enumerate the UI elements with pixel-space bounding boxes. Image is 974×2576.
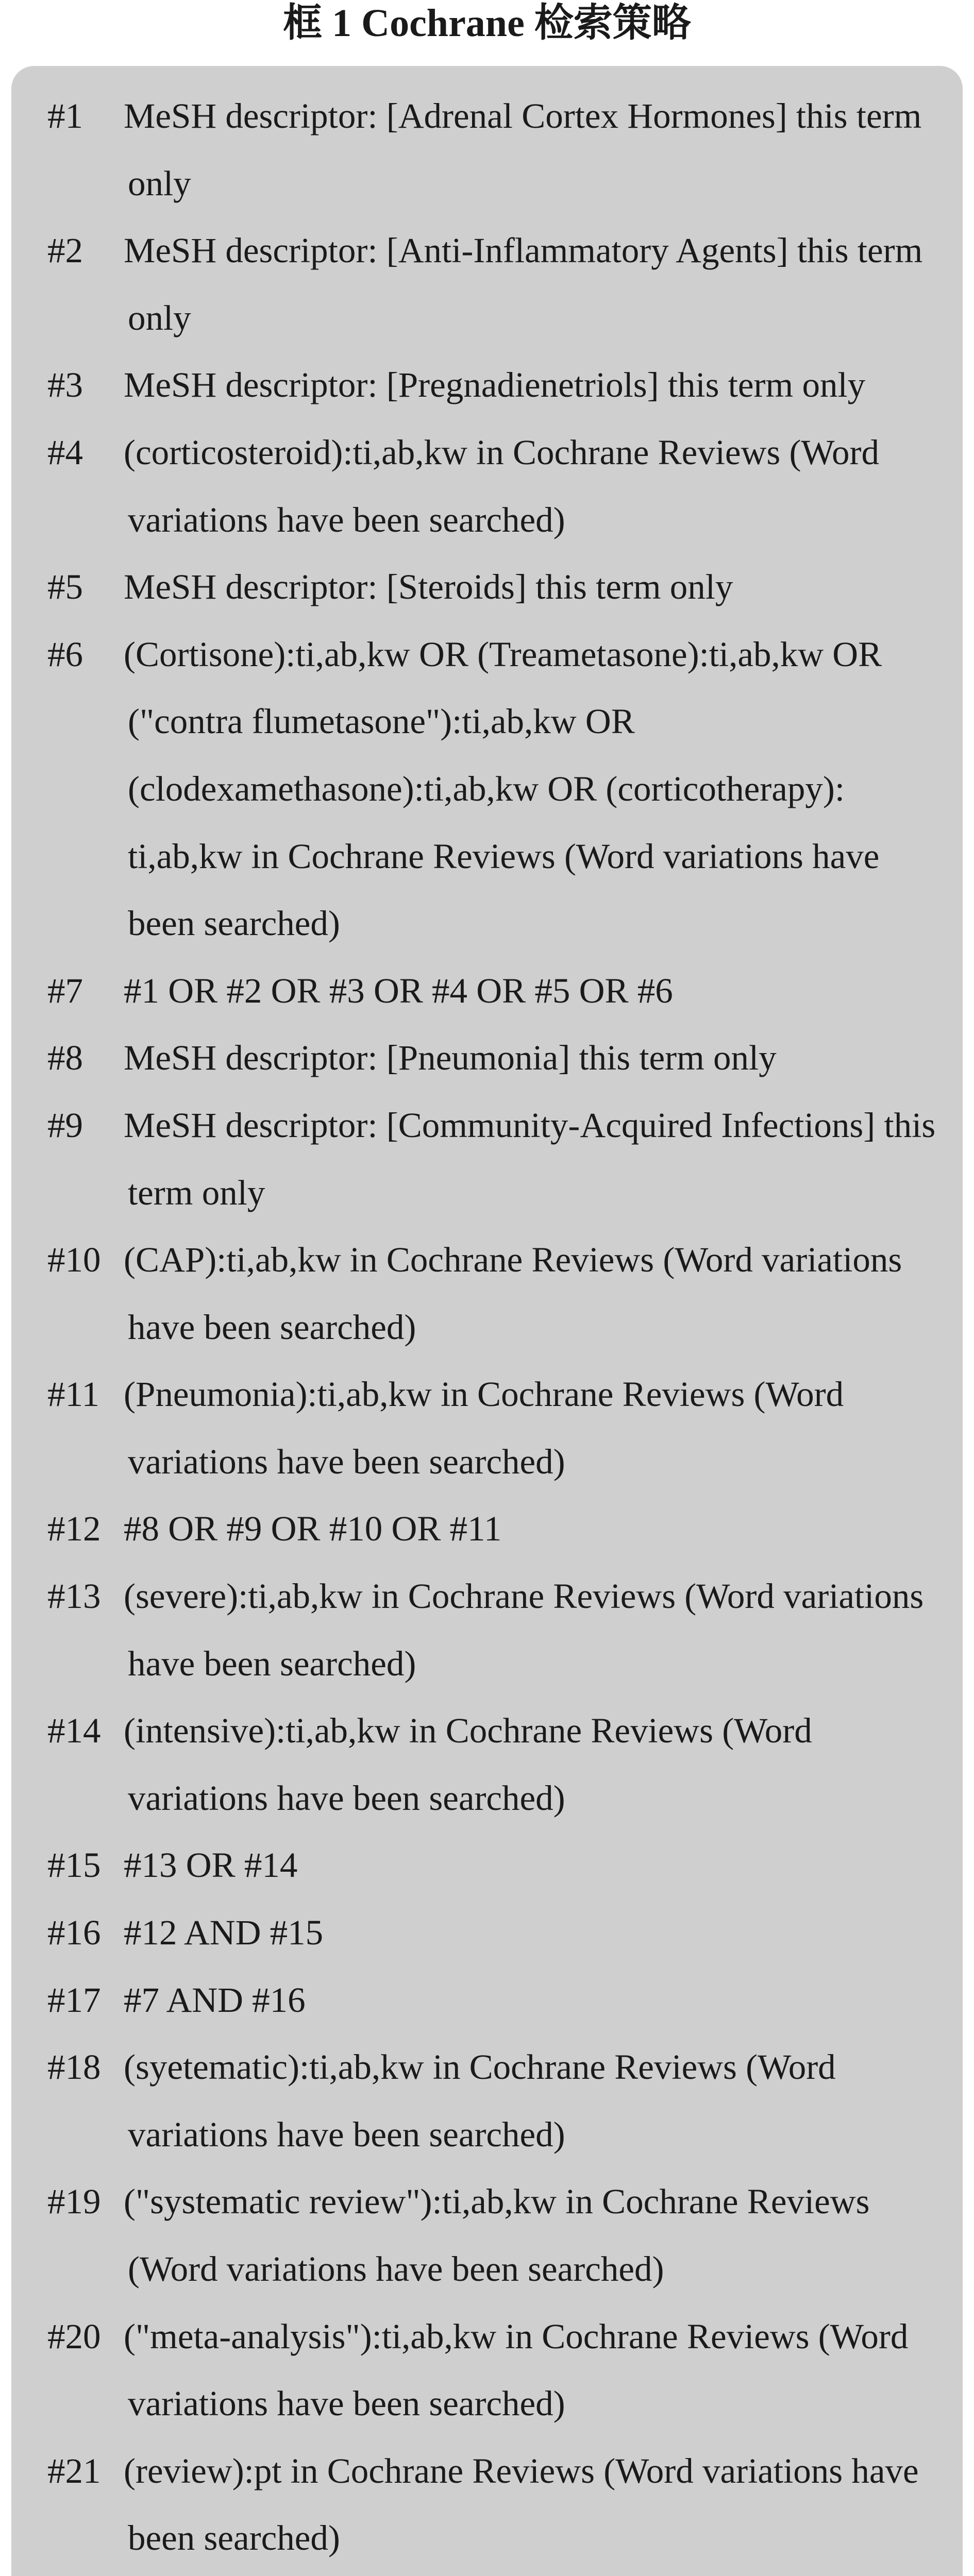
entry-query: #7 AND #16 <box>124 1980 306 2020</box>
entry-number: #16 <box>47 1913 101 1953</box>
search-entry <box>11 217 963 351</box>
entry-number: #1 <box>47 96 83 135</box>
entry-number: #13 <box>47 1577 101 1616</box>
search-entry <box>11 1832 963 1899</box>
entry-number: #6 <box>47 634 83 674</box>
search-entry <box>11 1226 963 1361</box>
entry-query: MeSH descriptor: [Adrenal Cortex Hormones] this term only <box>124 96 922 203</box>
entry-number: #8 <box>47 1038 83 1078</box>
search-entry <box>11 1697 963 1832</box>
entry-number: #15 <box>47 1845 101 1885</box>
search-entry <box>11 2033 963 2168</box>
entry-query: #12 AND #15 <box>124 1913 324 1953</box>
search-entry <box>11 1899 963 1967</box>
entry-query: (review):pt in Cochrane Reviews (Word variations have been searched) <box>124 2451 919 2558</box>
entry-number: #20 <box>47 2316 101 2356</box>
entry-number <box>47 2572 101 2576</box>
entry-query: (Pneumonia):ti,ab,kw in Cochrane Reviews (Word variations have been searched) <box>124 1375 844 1481</box>
search-entry <box>11 1361 963 1495</box>
search-entry <box>11 2437 963 2572</box>
entry-number: #9 <box>47 1105 83 1145</box>
entry-number: #18 <box>47 2047 101 2087</box>
entry-query: #1 OR #2 OR #3 OR #4 OR #5 OR #6 <box>124 971 673 1010</box>
search-entry <box>11 2303 963 2437</box>
search-entry <box>11 419 963 553</box>
entry-query: MeSH descriptor: [Community-Acquired Infections] this term only <box>124 1105 936 1212</box>
entry-query: MeSH descriptor: [Steroids] this term only <box>124 567 733 607</box>
entry-query: (intensive):ti,ab,kw in Cochrane Reviews (Word variations have been searched) <box>124 1711 812 1818</box>
entry-query: #8 OR #9 OR #10 OR #11 <box>124 1509 502 1549</box>
entry-query <box>124 2572 942 2576</box>
entry-number: #5 <box>47 567 83 607</box>
search-entry <box>11 621 963 957</box>
entry-number: #2 <box>47 231 83 270</box>
entry-number: #4 <box>47 432 83 472</box>
search-entry <box>11 1024 963 1092</box>
entry-number: #19 <box>47 2182 101 2222</box>
entry-number: #14 <box>47 1711 101 1751</box>
search-entry <box>11 1967 963 2034</box>
entry-query: ("systematic review"):ti,ab,kw in Cochrane Reviews (Word variations have been searched) <box>124 2182 870 2289</box>
search-entry <box>11 957 963 1025</box>
entry-number: #17 <box>47 1980 101 2020</box>
search-strategy-box <box>11 66 963 2576</box>
search-entry-list <box>11 82 963 2576</box>
search-entry <box>11 2572 963 2576</box>
entry-query: #13 OR #14 <box>124 1845 298 1885</box>
entry-number: #11 <box>47 1375 99 1414</box>
entry-number: #12 <box>47 1509 101 1549</box>
entry-number: #21 <box>47 2451 101 2490</box>
entry-number: #10 <box>47 1240 101 1280</box>
entry-query: (CAP):ti,ab,kw in Cochrane Reviews (Word variations have been searched) <box>124 1240 902 1347</box>
search-entry <box>11 351 963 419</box>
search-entry <box>11 553 963 621</box>
entry-query: (Cortisone):ti,ab,kw OR (Treametasone):ti,ab,kw OR ("contra flumetasone"):ti,ab,kw OR (clodexamethasone):ti,ab,kw OR (corticotherapy): ti,ab,kw in Cochrane Reviews (Word variations have been searched) <box>124 634 882 943</box>
entry-number: #3 <box>47 365 83 405</box>
search-entry <box>11 2168 963 2302</box>
search-entry <box>11 82 963 217</box>
entry-query: (corticosteroid):ti,ab,kw in Cochrane Reviews (Word variations have been searched) <box>124 432 880 539</box>
entry-query: (severe):ti,ab,kw in Cochrane Reviews (Word variations have been searched) <box>124 1577 924 1683</box>
search-entry <box>11 1092 963 1226</box>
search-entry <box>11 1495 963 1563</box>
box-title: 框 1 Cochrane 检索策略 <box>283 2 691 45</box>
entry-query: ("meta-analysis"):ti,ab,kw in Cochrane Reviews (Word variations have been searched) <box>124 2316 909 2424</box>
entry-query: MeSH descriptor: [Pregnadienetriols] this term only <box>124 365 866 405</box>
entry-query: (syetematic):ti,ab,kw in Cochrane Reviews (Word variations have been searched) <box>124 2047 836 2154</box>
entry-query: MeSH descriptor: [Pneumonia] this term only <box>124 1038 777 1078</box>
entry-number: #7 <box>47 971 83 1010</box>
search-entry <box>11 1563 963 1697</box>
entry-query: MeSH descriptor: [Anti-Inflammatory Agents] this term only <box>124 231 923 337</box>
